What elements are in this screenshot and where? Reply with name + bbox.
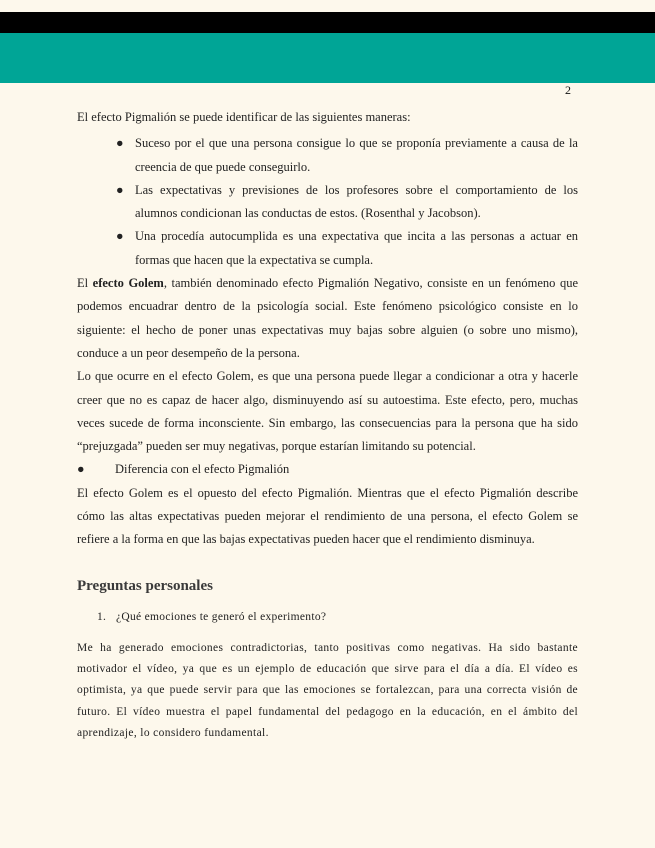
header-teal-band: [0, 33, 655, 97]
bullet-icon: ●: [116, 229, 124, 244]
golem-paragraph: [77, 272, 578, 365]
bullet-text: Una procedía autocumplida es una expectativa que incita a las personas a actuar en formas que hacen que la expectativa se cumpla.: [135, 229, 578, 267]
list-item: [116, 179, 578, 226]
header-black-band: [0, 12, 655, 33]
golem-lead: El: [77, 276, 93, 291]
page-top-margin: [0, 0, 655, 12]
list-item: [116, 225, 578, 272]
difference-label: Diferencia con el efecto Pigmalión: [115, 462, 290, 477]
intro-paragraph: El efecto Pigmalión se puede identificar de las siguientes maneras:: [77, 110, 411, 124]
comparison-paragraph: El efecto Golem es el opuesto del efecto Pigmalión. Mientras que el efecto Pigmalión describe cómo las altas expectativas pueden mejorar el rendimiento de una persona, el efecto Golem se refiere a la forma en que las bajas expectativas pueden hacer que el rendimiento disminuya.: [77, 485, 578, 547]
section-title: Preguntas personales: [77, 577, 213, 594]
bullet-text: Las expectativas y previsiones de los profesores sobre el comportamiento de los alumnos condicionan las conductas de estos. (Rosenthal y Jacobson).: [135, 182, 578, 221]
bullet-icon: ●: [116, 136, 124, 151]
bullet-text: Suceso por el que una persona consigue lo que se proponía previamente a causa de la creencia de que puede conseguirlo.: [135, 136, 578, 174]
document-body: [77, 106, 578, 744]
list-item: [116, 132, 578, 179]
pygmalion-bullet-list: [77, 132, 578, 272]
bullet-icon: ●: [116, 182, 124, 197]
page-number: 2: [565, 83, 571, 97]
question-item: [77, 606, 578, 629]
golem-definition: , también denominado efecto Pigmalión Negativo, consiste en un fenómeno que podemos encuadrar dentro de la psicología social. Este fenómeno psicológico consiste en lo siguiente: el hecho de poner unas expectativas muy bajas sobre alguien (o sobre uno mismo), conduce a un peor desempeño de la persona.: [77, 276, 579, 360]
bullet-icon: ●: [77, 462, 85, 477]
question-text: ¿Qué emociones te generó el experimento?: [116, 610, 327, 623]
golem-explanation-paragraph: Lo que ocurre en el efecto Golem, es que una persona puede llegar a condicionar a otra y hacerle creer que no es capaz de hacer algo, disminuyendo así su autoestima. Este efecto, pero, muchas veces sucede de forma inconsciente. Sin embargo, las consecuencias para la persona que ha sido “prejuzgada” pueden ser muy negativas, porque estarían limitando su potencial.: [77, 369, 578, 454]
question-number: 1.: [97, 610, 107, 623]
answer-paragraph: Me ha generado emociones contradictorias, tanto positivas como negativas. Ha sido bastante motivador el vídeo, ya que es un ejemplo de educación que sirve para el día a día. El vídeo es optimista, ya que puede servir para que las emociones se fortalezcan, para una correcta visión de futuro. El vídeo muestra el papel fundamental del pedagogo en la educación, en el ámbito del aprendizaje, lo considero fundamental.: [77, 641, 578, 739]
golem-term: efecto Golem: [92, 276, 164, 291]
difference-bullet: [77, 458, 578, 481]
